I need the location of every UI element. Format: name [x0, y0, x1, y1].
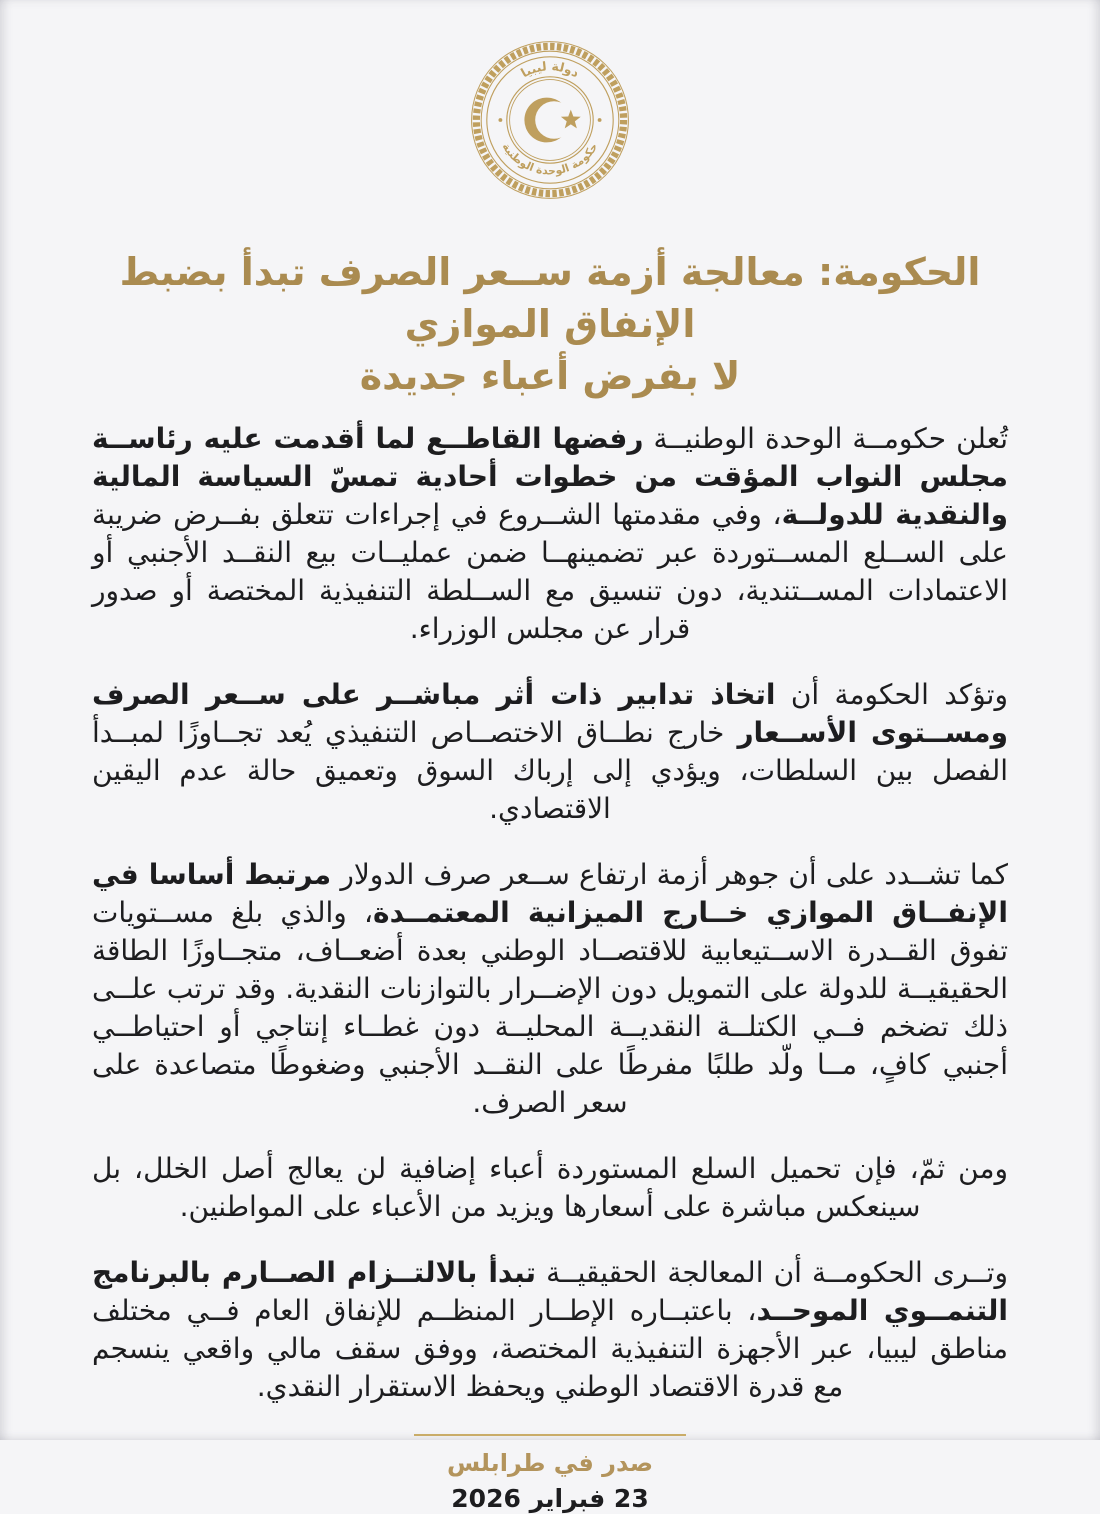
seal-bottom-text: حكومة الوحدة الوطنية [499, 140, 601, 178]
paragraph-3 [92, 856, 1008, 1122]
text-segment: ، باعتبــاره الإطــار المنظــم للإنفاق العام فــي مختلف مناطق ليبيا، عبر الأجهزة التنفيذية المختصة، ووفق سقف مالي واقعي ينسجم مع قدرة الاقتصاد الوطني ويحفظ الاستقرار النقدي. [92, 1294, 1008, 1403]
issued-date: 23 فبراير 2026 [451, 1484, 649, 1513]
headline-line1: الحكومة: معالجة أزمة ســعر الصرف تبدأ بضبط الإنفاق الموازي [119, 250, 981, 346]
paragraph-5 [92, 1254, 1008, 1406]
footer [92, 1434, 1008, 1514]
text-segment: وتؤكد الحكومة أن [775, 678, 1009, 711]
gnu-seal-logo [470, 40, 630, 200]
crescent-and-star-icon [524, 98, 580, 143]
paragraph-4 [92, 1150, 1008, 1226]
seal-side-dot-left [598, 118, 602, 122]
seal-top-text: دولة ليبيا [517, 58, 582, 81]
text-segment: ومن ثمّ، فإن تحميل السلع المستوردة أعباء إضافية لن يعالج أصل الخلل، بل سينعكس مباشرة على أسعارها ويزيد من الأعباء على المواطنين. [92, 1152, 1008, 1223]
paragraph-1 [92, 420, 1008, 648]
text-segment: ، والذي بلغ مســتويات تفوق القــدرة الاســتيعابية للاقتصــاد الوطني بعدة أضعــاف، متجــاوزًا الطاقة الحقيقيــة للدولة على التمويل دون الإضــرار بالتوازنات النقدية. وقد ترتب علــى ذلك تضخم فــي الكتلــة النقديــة المحليــة دون غطــاء إنتاجي أو احتياطــي أجنبي كافٍ، مــا ولّد طلبًا مفرطًا على النقــد الأجنبي وضغوطًا متصاعدة على سعر الصرف. [92, 896, 1008, 1119]
text-segment: كما تشــدد على أن جوهر أزمة ارتفاع ســعر صرف الدولار [331, 858, 1008, 891]
seal-side-dot-right [498, 118, 502, 122]
seal-graphic [470, 40, 630, 200]
text-segment: خارج نطــاق الاختصــاص التنفيذي يُعد تجــاوزًا لمبــدأ الفصل بين السلطات، ويؤدي إلى إرباك السوق وتعميق حالة عدم اليقين الاقتصادي. [92, 716, 1008, 825]
text-segment: وتــرى الحكومــة أن المعالجة الحقيقيــة [536, 1256, 1008, 1289]
text-segment-bold: رفضها القاطــع لما أقدمت عليه رئاســة مجلس النواب المؤقت من خطوات أحادية تمسّ السياسة المالية والنقدية للدولــة [92, 422, 1008, 531]
text-segment: ، وفي مقدمتها الشــروع في إجراءات تتعلق بفــرض ضريبة على الســلع المســتوردة عبر تضمينهــا ضمن عمليــات بيع النقــد الأجنبي أو الاعتمادات المســتندية، دون تنسيق مع الســلطة التنفيذية المختصة أو صدور قرار عن مجلس الوزراء. [92, 498, 1008, 645]
text-segment-bold: اتخاذ تدابير ذات أثر مباشــر على ســعر الصرف ومســتوى الأســعار [92, 678, 1008, 749]
headline-line2: لا بفرض أعباء جديدة [359, 354, 741, 398]
text-segment-bold: مرتبط أساسا في الإنفــاق الموازي خــارج الميزانية المعتمــدة [92, 858, 1008, 929]
paragraph-2 [92, 676, 1008, 828]
text-segment-bold: تبدأ بالالتــزام الصــارم بالبرنامج التنمــوي الموحــد [92, 1256, 1009, 1327]
headline [92, 246, 1008, 402]
footer-divider [414, 1434, 686, 1436]
text-segment: تُعلن حكومــة الوحدة الوطنيــة [643, 422, 1009, 455]
issued-location: صدر في طرابلس [446, 1449, 654, 1477]
